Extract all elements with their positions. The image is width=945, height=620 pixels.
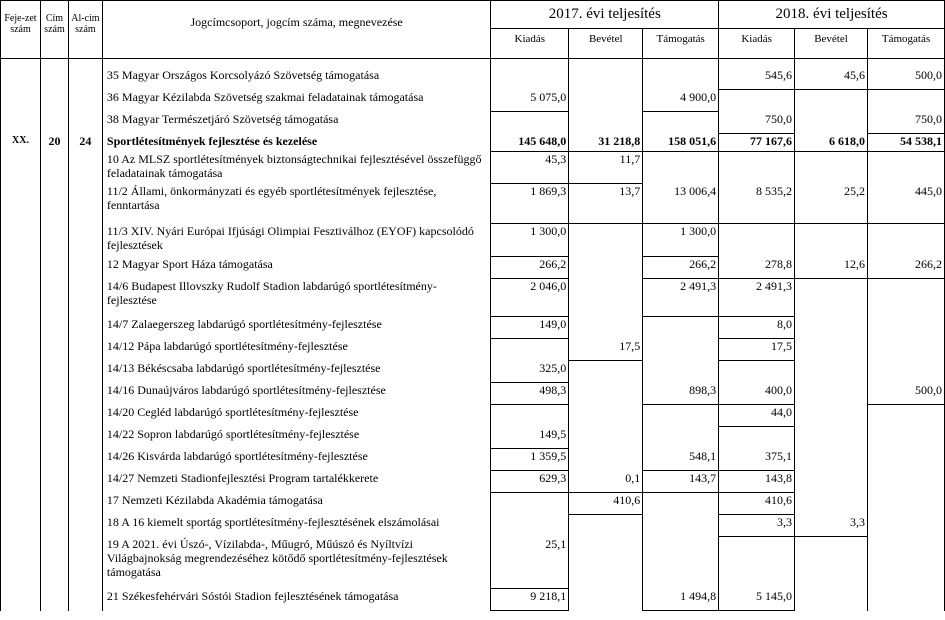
bevetel-2018-cell bbox=[795, 449, 868, 471]
bevetel-2018-cell: 12,6 bbox=[795, 257, 868, 279]
alcim-cell bbox=[68, 493, 102, 515]
table-row bbox=[1, 134, 945, 152]
header-year-2017: 2017. évi teljesítés bbox=[491, 1, 719, 29]
fejezet-cell bbox=[1, 383, 41, 405]
kiadas-2017-cell: 145 648,0 bbox=[491, 134, 569, 152]
bevetel-2017-cell bbox=[569, 361, 643, 383]
table-row bbox=[1, 405, 945, 427]
kiadas-2017-cell bbox=[491, 112, 569, 134]
header-tamogatas-2018: Támogatás bbox=[867, 29, 944, 59]
bevetel-2018-cell bbox=[795, 279, 868, 317]
tamogatas-2017-cell: 13 006,4 bbox=[643, 184, 719, 224]
kiadas-2017-cell: 149,0 bbox=[491, 317, 569, 339]
fejezet-cell bbox=[1, 515, 41, 537]
table-row bbox=[1, 589, 945, 611]
kiadas-2018-cell: 8 535,2 bbox=[719, 184, 795, 224]
cim-cell bbox=[40, 68, 68, 90]
bevetel-2018-cell bbox=[795, 339, 868, 361]
bevetel-2018-cell bbox=[795, 589, 868, 611]
cim-cell bbox=[40, 427, 68, 449]
item-name: 14/27 Nemzeti Stadionfejlesztési Program tartalékkerete bbox=[102, 471, 490, 493]
item-name: 14/12 Pápa labdarúgó sportlétesítmény-fejlesztése bbox=[102, 339, 490, 361]
table-row bbox=[1, 68, 945, 90]
table-row bbox=[1, 493, 945, 515]
kiadas-2018-cell bbox=[719, 537, 795, 589]
kiadas-2018-cell bbox=[719, 361, 795, 383]
tamogatas-2017-cell: 4 900,0 bbox=[643, 90, 719, 112]
item-name: 11/3 XIV. Nyári Európai Ifjúsági Olimpiai Fesztiválhoz (EYOF) kapcsolódó fejlesztések bbox=[102, 224, 490, 257]
item-name: 38 Magyar Természetjáró Szövetség támogatása bbox=[102, 112, 490, 134]
fejezet-cell bbox=[1, 112, 41, 134]
table-row bbox=[1, 537, 945, 589]
item-name: 14/13 Békéscsaba labdarúgó sportlétesítmény-fejlesztése bbox=[102, 361, 490, 383]
kiadas-2018-cell: 143,8 bbox=[719, 471, 795, 493]
kiadas-2018-cell: 44,0 bbox=[719, 405, 795, 427]
cim-cell bbox=[40, 537, 68, 589]
bevetel-2017-cell bbox=[569, 224, 643, 257]
kiadas-2018-cell bbox=[719, 90, 795, 112]
bevetel-2017-cell: 410,6 bbox=[569, 493, 643, 515]
table-row bbox=[1, 279, 945, 317]
bevetel-2018-cell bbox=[795, 537, 868, 589]
tamogatas-2018-cell: 500,0 bbox=[867, 68, 944, 90]
bevetel-2017-cell bbox=[569, 449, 643, 471]
item-name: 12 Magyar Sport Háza támogatása bbox=[102, 257, 490, 279]
fejezet-cell bbox=[1, 68, 41, 90]
kiadas-2017-cell: 498,3 bbox=[491, 383, 569, 405]
tamogatas-2017-cell bbox=[643, 537, 719, 589]
tamogatas-2017-cell: 1 300,0 bbox=[643, 224, 719, 257]
header-fejezet: Feje-zet szám bbox=[1, 1, 41, 59]
tamogatas-2018-cell: 266,2 bbox=[867, 257, 944, 279]
bevetel-2017-cell: 31 218,8 bbox=[569, 134, 643, 152]
cim-cell bbox=[40, 152, 68, 184]
tamogatas-2018-cell bbox=[867, 152, 944, 184]
kiadas-2018-cell: 17,5 bbox=[719, 339, 795, 361]
bevetel-2017-cell: 11,7 bbox=[569, 152, 643, 184]
tamogatas-2018-cell: 500,0 bbox=[867, 383, 944, 405]
cim-cell bbox=[40, 383, 68, 405]
fejezet-cell bbox=[1, 279, 41, 317]
tamogatas-2018-cell: 750,0 bbox=[867, 112, 944, 134]
table-row bbox=[1, 317, 945, 339]
bevetel-2017-cell: 0,1 bbox=[569, 471, 643, 493]
item-name: 36 Magyar Kézilabda Szövetség szakmai feladatainak támogatása bbox=[102, 90, 490, 112]
kiadas-2017-cell: 2 046,0 bbox=[491, 279, 569, 317]
table-row bbox=[1, 339, 945, 361]
kiadas-2017-cell: 45,3 bbox=[491, 152, 569, 184]
item-name: 14/7 Zalaegerszeg labdarúgó sportlétesítmény-fejlesztése bbox=[102, 317, 490, 339]
cim-cell bbox=[40, 361, 68, 383]
kiadas-2017-cell bbox=[491, 493, 569, 515]
tamogatas-2017-cell bbox=[643, 152, 719, 184]
kiadas-2018-cell: 8,0 bbox=[719, 317, 795, 339]
fejezet-cell bbox=[1, 224, 41, 257]
tamogatas-2018-cell bbox=[867, 537, 944, 589]
tamogatas-2018-cell bbox=[867, 493, 944, 515]
fejezet-cell bbox=[1, 90, 41, 112]
header-year-2018: 2018. évi teljesítés bbox=[719, 1, 945, 29]
alcim-cell bbox=[68, 68, 102, 90]
table-row bbox=[1, 112, 945, 134]
kiadas-2017-cell: 325,0 bbox=[491, 361, 569, 383]
table-row bbox=[1, 184, 945, 224]
alcim-cell bbox=[68, 515, 102, 537]
item-name: 19 A 2021. évi Úszó-, Vízilabda-, Műugró, Műúszó és Nyíltvízi Világbajnokság megrendezéséhez kötődő sportlétesítmény-fejlesztések támogatása bbox=[102, 537, 490, 589]
bevetel-2017-cell bbox=[569, 90, 643, 112]
alcim-cell bbox=[68, 257, 102, 279]
kiadas-2017-cell: 1 869,3 bbox=[491, 184, 569, 224]
tamogatas-2018-cell bbox=[867, 339, 944, 361]
item-name: 18 A 16 kiemelt sportág sportlétesítmény-fejlesztésének elszámolásai bbox=[102, 515, 490, 537]
bevetel-2017-cell bbox=[569, 257, 643, 279]
item-name: 14/22 Sopron labdarúgó sportlétesítmény-fejlesztése bbox=[102, 427, 490, 449]
kiadas-2017-cell bbox=[491, 405, 569, 427]
tamogatas-2018-cell: 54 538,1 bbox=[867, 134, 944, 152]
fejezet-cell bbox=[1, 471, 41, 493]
item-name: 17 Nemzeti Kézilabda Akadémia támogatása bbox=[102, 493, 490, 515]
fejezet-cell bbox=[1, 405, 41, 427]
kiadas-2018-cell bbox=[719, 427, 795, 449]
kiadas-2018-cell: 545,6 bbox=[719, 68, 795, 90]
tamogatas-2017-cell bbox=[643, 68, 719, 90]
tamogatas-2018-cell bbox=[867, 471, 944, 493]
tamogatas-2017-cell bbox=[643, 515, 719, 537]
bevetel-2017-cell bbox=[569, 427, 643, 449]
header-kiadas-2018: Kiadás bbox=[719, 29, 795, 59]
fejezet-cell bbox=[1, 317, 41, 339]
bevetel-2017-cell bbox=[569, 405, 643, 427]
alcim-cell bbox=[68, 184, 102, 224]
bevetel-2018-cell: 25,2 bbox=[795, 184, 868, 224]
kiadas-2018-cell: 77 167,6 bbox=[719, 134, 795, 152]
tamogatas-2017-cell: 266,2 bbox=[643, 257, 719, 279]
tamogatas-2018-cell bbox=[867, 427, 944, 449]
fejezet-cell bbox=[1, 184, 41, 224]
alcim-cell: 24 bbox=[68, 134, 102, 152]
tamogatas-2018-cell bbox=[867, 515, 944, 537]
bevetel-2017-cell: 17,5 bbox=[569, 339, 643, 361]
kiadas-2018-cell: 410,6 bbox=[719, 493, 795, 515]
cim-cell bbox=[40, 279, 68, 317]
tamogatas-2017-cell bbox=[643, 427, 719, 449]
spacer-row bbox=[1, 59, 945, 68]
cim-cell bbox=[40, 184, 68, 224]
header-kiadas-2017: Kiadás bbox=[491, 29, 569, 59]
bevetel-2017-cell bbox=[569, 68, 643, 90]
cim-cell: 20 bbox=[40, 134, 68, 152]
table-row bbox=[1, 152, 945, 184]
kiadas-2018-cell: 750,0 bbox=[719, 112, 795, 134]
item-name: 14/16 Dunaújváros labdarúgó sportlétesítmény-fejlesztése bbox=[102, 383, 490, 405]
cim-cell bbox=[40, 339, 68, 361]
alcim-cell bbox=[68, 279, 102, 317]
bevetel-2018-cell bbox=[795, 471, 868, 493]
cim-cell bbox=[40, 317, 68, 339]
kiadas-2017-cell bbox=[491, 68, 569, 90]
bevetel-2018-cell bbox=[795, 493, 868, 515]
table-row bbox=[1, 449, 945, 471]
table-row bbox=[1, 383, 945, 405]
cim-cell bbox=[40, 257, 68, 279]
kiadas-2017-cell: 149,5 bbox=[491, 427, 569, 449]
tamogatas-2017-cell: 2 491,3 bbox=[643, 279, 719, 317]
header-title: Jogcímcsoport, jogcím száma, megnevezése bbox=[102, 1, 490, 59]
tamogatas-2017-cell bbox=[643, 317, 719, 339]
fejezet-cell bbox=[1, 257, 41, 279]
alcim-cell bbox=[68, 449, 102, 471]
bevetel-2017-cell bbox=[569, 589, 643, 611]
alcim-cell bbox=[68, 405, 102, 427]
fejezet-cell bbox=[1, 339, 41, 361]
alcim-cell bbox=[68, 224, 102, 257]
bevetel-2018-cell: 3,3 bbox=[795, 515, 868, 537]
kiadas-2017-cell: 1 300,0 bbox=[491, 224, 569, 257]
cim-cell bbox=[40, 515, 68, 537]
item-name: Sportlétesítmények fejlesztése és kezelése bbox=[102, 134, 490, 152]
fejezet-cell: XX. bbox=[1, 134, 41, 152]
table-row bbox=[1, 224, 945, 257]
bevetel-2018-cell bbox=[795, 112, 868, 134]
table-row bbox=[1, 471, 945, 493]
kiadas-2017-cell: 629,3 bbox=[491, 471, 569, 493]
tamogatas-2017-cell bbox=[643, 361, 719, 383]
kiadas-2018-cell: 5 145,0 bbox=[719, 589, 795, 611]
cim-cell bbox=[40, 90, 68, 112]
fejezet-cell bbox=[1, 449, 41, 471]
bevetel-2018-cell bbox=[795, 427, 868, 449]
tamogatas-2018-cell bbox=[867, 361, 944, 383]
tamogatas-2017-cell: 158 051,6 bbox=[643, 134, 719, 152]
table-row bbox=[1, 90, 945, 112]
cim-cell bbox=[40, 224, 68, 257]
tamogatas-2018-cell bbox=[867, 589, 944, 611]
kiadas-2017-cell bbox=[491, 339, 569, 361]
bevetel-2018-cell: 6 618,0 bbox=[795, 134, 868, 152]
tamogatas-2017-cell: 548,1 bbox=[643, 449, 719, 471]
tamogatas-2018-cell bbox=[867, 449, 944, 471]
bevetel-2018-cell: 45,6 bbox=[795, 68, 868, 90]
cim-cell bbox=[40, 471, 68, 493]
kiadas-2018-cell: 400,0 bbox=[719, 383, 795, 405]
kiadas-2018-cell: 3,3 bbox=[719, 515, 795, 537]
alcim-cell bbox=[68, 427, 102, 449]
header-tamogatas-2017: Támogatás bbox=[643, 29, 719, 59]
bevetel-2018-cell bbox=[795, 383, 868, 405]
bevetel-2017-cell: 13,7 bbox=[569, 184, 643, 224]
alcim-cell bbox=[68, 339, 102, 361]
bevetel-2018-cell bbox=[795, 405, 868, 427]
kiadas-2017-cell: 9 218,1 bbox=[491, 589, 569, 611]
bevetel-2018-cell bbox=[795, 224, 868, 257]
bevetel-2017-cell bbox=[569, 317, 643, 339]
kiadas-2018-cell: 2 491,3 bbox=[719, 279, 795, 317]
tamogatas-2017-cell bbox=[643, 405, 719, 427]
tamogatas-2017-cell: 898,3 bbox=[643, 383, 719, 405]
cim-cell bbox=[40, 405, 68, 427]
fejezet-cell bbox=[1, 427, 41, 449]
header-alcim: Al-cím szám bbox=[68, 1, 102, 59]
item-name: 21 Székesfehérvári Sóstói Stadion fejlesztésének támogatása bbox=[102, 589, 490, 611]
alcim-cell bbox=[68, 90, 102, 112]
tamogatas-2017-cell bbox=[643, 339, 719, 361]
fejezet-cell bbox=[1, 537, 41, 589]
fejezet-cell bbox=[1, 152, 41, 184]
alcim-cell bbox=[68, 537, 102, 589]
item-name: 14/6 Budapest Illovszky Rudolf Stadion labdarúgó sportlétesítmény-fejlesztése bbox=[102, 279, 490, 317]
cim-cell bbox=[40, 589, 68, 611]
tamogatas-2017-cell: 1 494,8 bbox=[643, 589, 719, 611]
cim-cell bbox=[40, 493, 68, 515]
bevetel-2018-cell bbox=[795, 90, 868, 112]
bevetel-2017-cell bbox=[569, 383, 643, 405]
fejezet-cell bbox=[1, 493, 41, 515]
alcim-cell bbox=[68, 152, 102, 184]
bevetel-2018-cell bbox=[795, 361, 868, 383]
tamogatas-2017-cell bbox=[643, 493, 719, 515]
kiadas-2017-cell: 25,1 bbox=[491, 537, 569, 589]
alcim-cell bbox=[68, 317, 102, 339]
tamogatas-2018-cell bbox=[867, 405, 944, 427]
item-name: 10 Az MLSZ sportlétesítmények biztonságtechnikai fejlesztésével összefüggő feladatainak támogatása bbox=[102, 152, 490, 184]
header-bevetel-2017: Bevétel bbox=[569, 29, 643, 59]
kiadas-2018-cell bbox=[719, 224, 795, 257]
kiadas-2017-cell: 266,2 bbox=[491, 257, 569, 279]
kiadas-2017-cell bbox=[491, 515, 569, 537]
kiadas-2018-cell: 375,1 bbox=[719, 449, 795, 471]
header-bevetel-2018: Bevétel bbox=[795, 29, 868, 59]
bevetel-2017-cell bbox=[569, 112, 643, 134]
table-row bbox=[1, 515, 945, 537]
cim-cell bbox=[40, 449, 68, 471]
bevetel-2018-cell bbox=[795, 152, 868, 184]
tamogatas-2017-cell: 143,7 bbox=[643, 471, 719, 493]
bevetel-2018-cell bbox=[795, 317, 868, 339]
tamogatas-2018-cell bbox=[867, 224, 944, 257]
tamogatas-2018-cell bbox=[867, 279, 944, 317]
alcim-cell bbox=[68, 383, 102, 405]
bevetel-2017-cell bbox=[569, 279, 643, 317]
item-name: 14/20 Cegléd labdarúgó sportlétesítmény-fejlesztése bbox=[102, 405, 490, 427]
item-name: 14/26 Kisvárda labdarúgó sportlétesítmény-fejlesztése bbox=[102, 449, 490, 471]
tamogatas-2018-cell bbox=[867, 90, 944, 112]
item-name: 35 Magyar Országos Korcsolyázó Szövetség támogatása bbox=[102, 68, 490, 90]
kiadas-2017-cell: 5 075,0 bbox=[491, 90, 569, 112]
alcim-cell bbox=[68, 471, 102, 493]
tamogatas-2017-cell bbox=[643, 112, 719, 134]
alcim-cell bbox=[68, 112, 102, 134]
kiadas-2018-cell bbox=[719, 152, 795, 184]
fejezet-cell bbox=[1, 361, 41, 383]
alcim-cell bbox=[68, 589, 102, 611]
tamogatas-2018-cell bbox=[867, 317, 944, 339]
kiadas-2017-cell: 1 359,5 bbox=[491, 449, 569, 471]
kiadas-2018-cell: 278,8 bbox=[719, 257, 795, 279]
fejezet-cell bbox=[1, 589, 41, 611]
header-cim: Cím szám bbox=[40, 1, 68, 59]
table-row bbox=[1, 361, 945, 383]
cim-cell bbox=[40, 112, 68, 134]
tamogatas-2018-cell: 445,0 bbox=[867, 184, 944, 224]
bevetel-2017-cell bbox=[569, 515, 643, 537]
table-row bbox=[1, 427, 945, 449]
alcim-cell bbox=[68, 361, 102, 383]
bevetel-2017-cell bbox=[569, 537, 643, 589]
table-row bbox=[1, 257, 945, 279]
item-name: 11/2 Állami, önkormányzati és egyéb sportlétesítmények fejlesztése, fenntartása bbox=[102, 184, 490, 224]
